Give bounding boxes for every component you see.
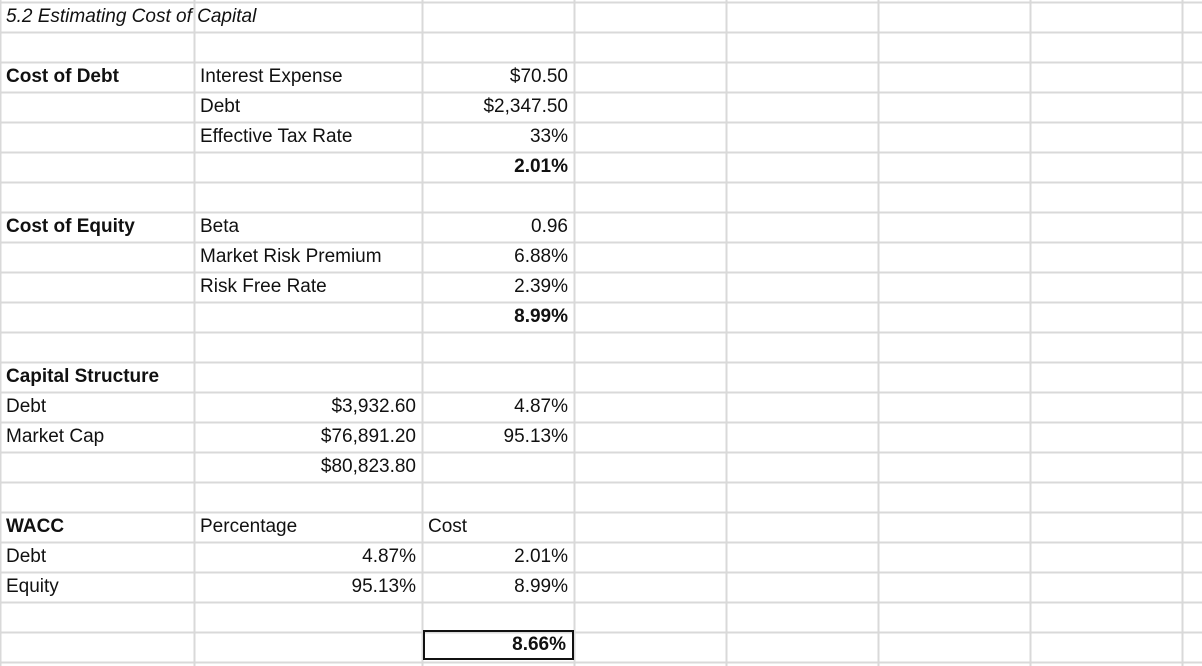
coe-label-beta[interactable]: Beta <box>200 216 240 237</box>
wacc-label-equity[interactable]: Equity <box>6 576 59 597</box>
wacc-heading[interactable]: WACC <box>6 516 65 537</box>
wacc-col-cost[interactable]: Cost <box>428 516 468 537</box>
cod-label-interest-expense[interactable]: Interest Expense <box>200 66 343 87</box>
wacc-percentage-equity[interactable]: 95.13% <box>351 576 416 597</box>
cod-label-tax-rate[interactable]: Effective Tax Rate <box>200 126 353 147</box>
cs-total[interactable]: $80,823.80 <box>320 456 416 477</box>
cs-label-debt[interactable]: Debt <box>6 396 47 417</box>
cod-value-tax-rate[interactable]: 33% <box>529 126 568 147</box>
cs-amount-debt[interactable]: $3,932.60 <box>331 396 416 417</box>
cs-label-market-cap[interactable]: Market Cap <box>6 426 105 447</box>
wacc-percentage-debt[interactable]: 4.87% <box>362 546 416 567</box>
cost-of-equity-heading[interactable]: Cost of Equity <box>6 216 135 237</box>
cs-weight-market-cap[interactable]: 95.13% <box>503 426 568 447</box>
coe-result[interactable]: 8.99% <box>514 306 568 327</box>
capital-structure-heading[interactable]: Capital Structure <box>6 366 160 387</box>
wacc-label-debt[interactable]: Debt <box>6 546 47 567</box>
cs-amount-market-cap[interactable]: $76,891.20 <box>320 426 416 447</box>
coe-label-mrp[interactable]: Market Risk Premium <box>200 246 382 267</box>
cod-value-debt[interactable]: $2,347.50 <box>483 96 568 117</box>
wacc-result-selected-cell[interactable]: 8.66% <box>423 630 574 660</box>
cod-label-debt[interactable]: Debt <box>200 96 241 117</box>
wacc-col-percentage[interactable]: Percentage <box>200 516 298 537</box>
coe-value-mrp[interactable]: 6.88% <box>514 246 568 267</box>
wacc-cost-debt[interactable]: 2.01% <box>514 546 568 567</box>
cs-weight-debt[interactable]: 4.87% <box>514 396 568 417</box>
cost-of-debt-heading[interactable]: Cost of Debt <box>6 66 119 87</box>
coe-value-beta[interactable]: 0.96 <box>531 216 568 237</box>
cod-value-interest-expense[interactable]: $70.50 <box>509 66 568 87</box>
sheet-title[interactable]: 5.2 Estimating Cost of Capital <box>6 6 257 27</box>
cod-result[interactable]: 2.01% <box>514 156 568 177</box>
coe-value-rfr[interactable]: 2.39% <box>514 276 568 297</box>
wacc-cost-equity[interactable]: 8.99% <box>514 576 568 597</box>
coe-label-rfr[interactable]: Risk Free Rate <box>200 276 327 297</box>
